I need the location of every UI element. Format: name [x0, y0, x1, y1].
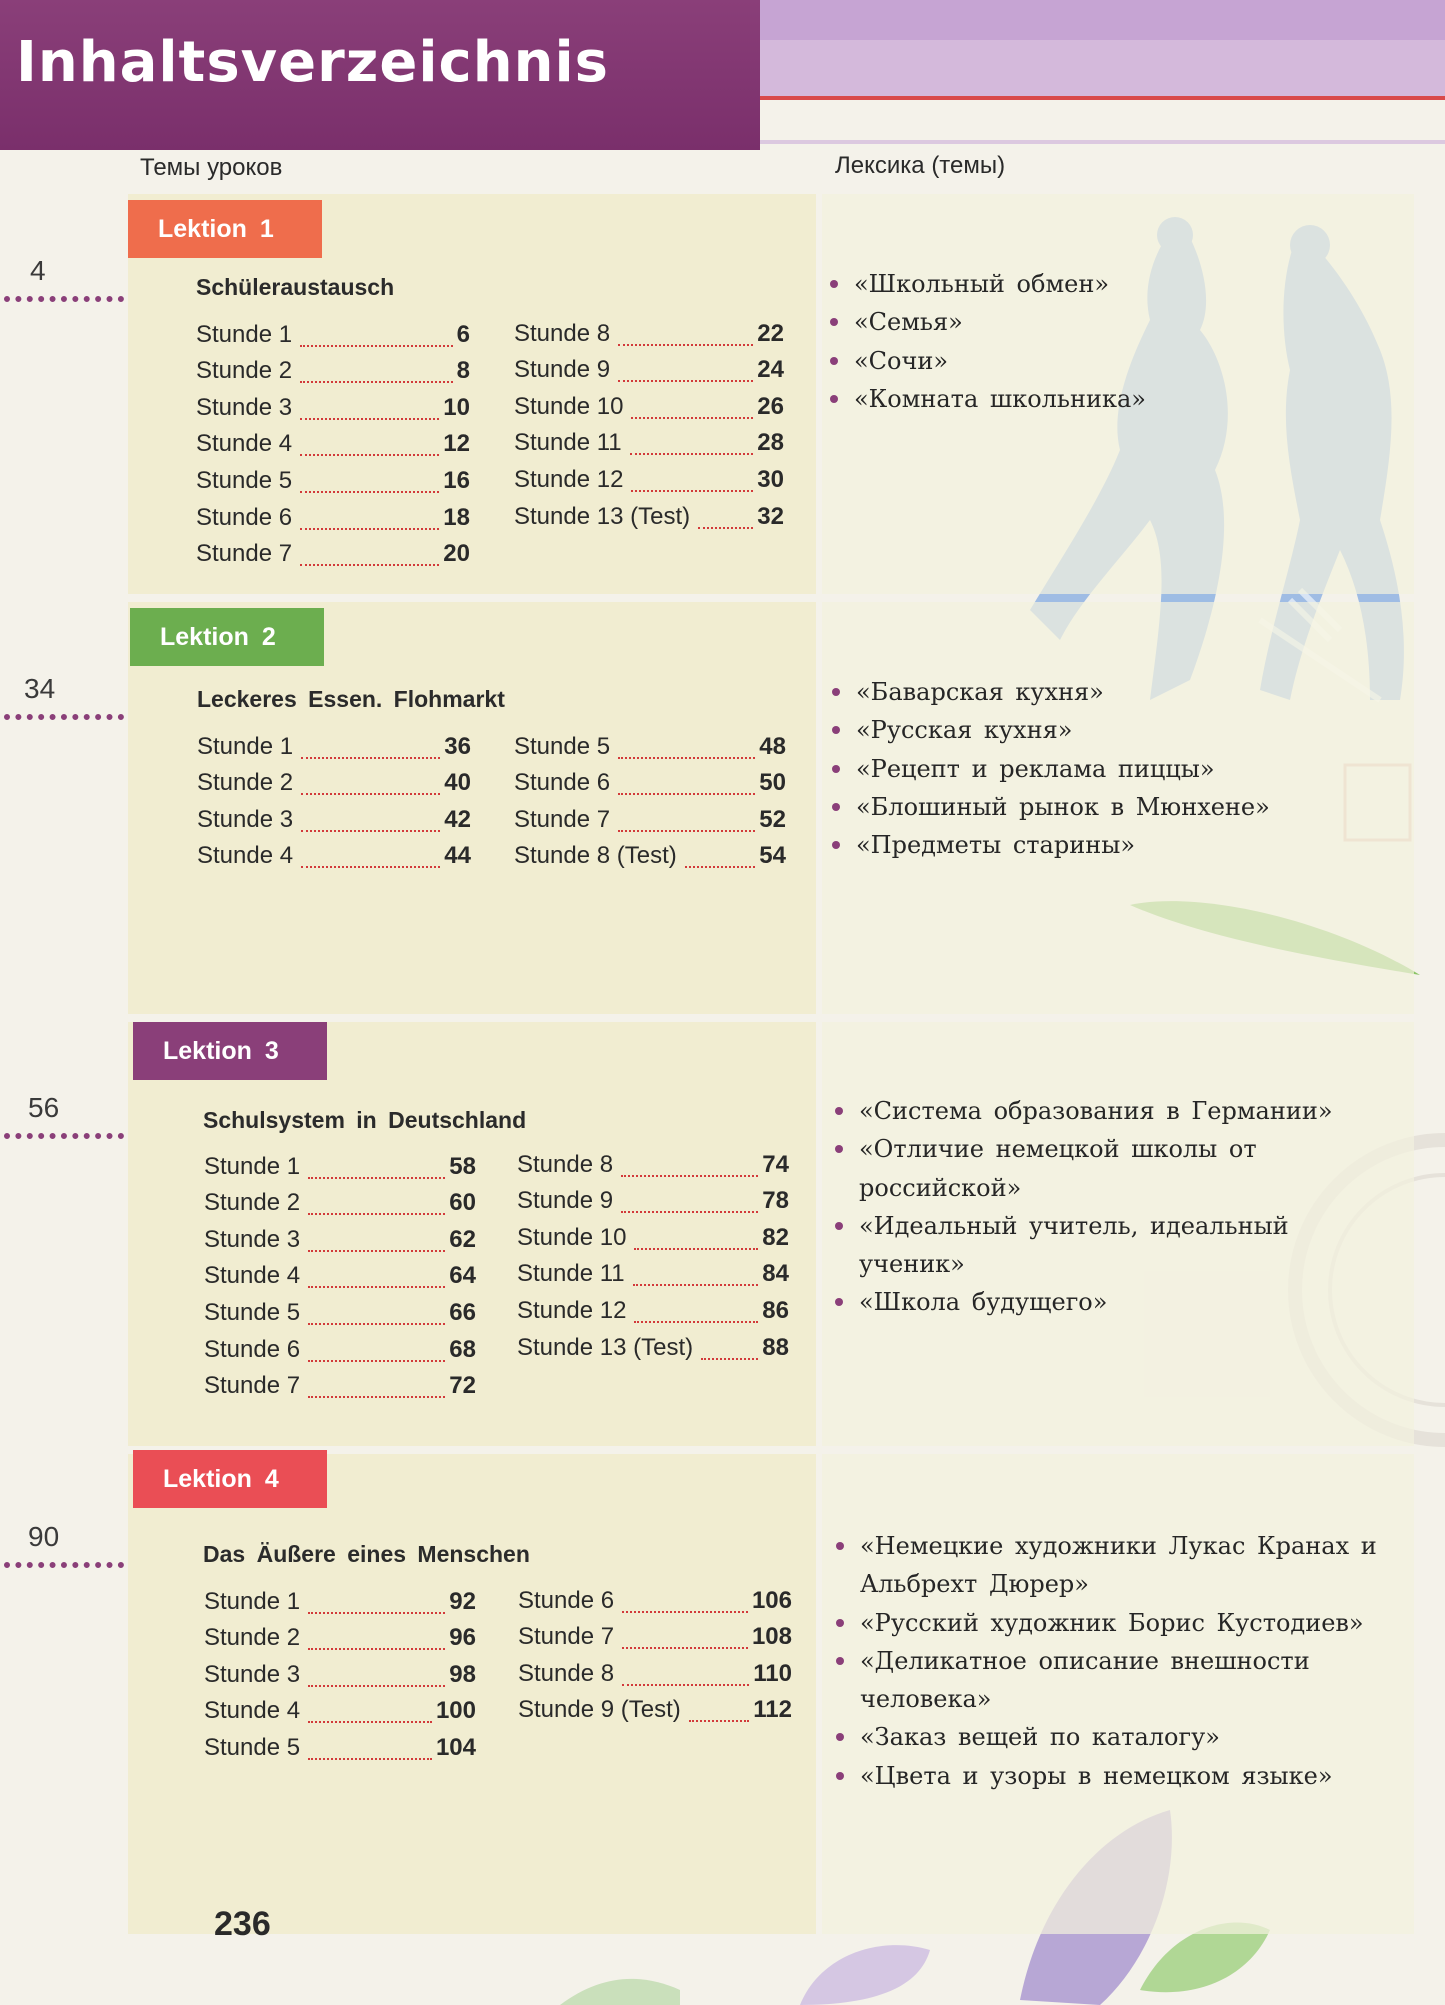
dotted-leader: [631, 490, 753, 492]
lektion-4-start-page: [0, 1520, 125, 1568]
lektion-3-badge[interactable]: Lektion 3: [133, 1022, 327, 1080]
lesson-row[interactable]: [197, 762, 471, 799]
dotted-leader: [622, 1684, 749, 1686]
column-header-lessons: Темы уроков: [140, 154, 283, 181]
dotted-leader: [308, 1250, 445, 1252]
lesson-page: 72: [449, 1372, 476, 1400]
lesson-row[interactable]: [518, 1652, 792, 1689]
lesson-page: 106: [751, 1586, 792, 1614]
lesson-name: Stunde 10: [514, 392, 624, 420]
lektion-2-right-column: [514, 725, 786, 871]
vocabulary-text: «Комната школьника»: [854, 384, 1146, 413]
lesson-name: Stunde 7: [196, 540, 293, 568]
lesson-name: Stunde 5: [204, 1733, 301, 1761]
lesson-row[interactable]: [514, 835, 786, 872]
dotted-leader: [308, 1360, 445, 1362]
dotted-leader: [698, 527, 753, 529]
lesson-row[interactable]: [204, 1726, 476, 1763]
lesson-page: 28: [757, 429, 784, 457]
lektion-4-left-column: [204, 1580, 476, 1763]
vocabulary-item: [828, 380, 1146, 418]
lesson-name: Stunde 6: [196, 503, 293, 531]
dotted-leader: [630, 453, 754, 455]
lektion-1-left-column: [196, 313, 470, 569]
lesson-page: 60: [449, 1189, 476, 1217]
lesson-row[interactable]: [514, 349, 784, 386]
lesson-name: Stunde 7: [204, 1372, 301, 1400]
vocabulary-text: «Баварская кухня»: [856, 678, 1104, 706]
lesson-page: 8: [456, 357, 470, 385]
lesson-name: Stunde 1: [204, 1152, 301, 1180]
lesson-row[interactable]: [204, 1653, 476, 1690]
lesson-name: Stunde 9 (Test): [518, 1696, 681, 1724]
vocabulary-text: человека»: [860, 1685, 992, 1714]
lesson-row[interactable]: [514, 798, 786, 835]
vocabulary-item: [830, 711, 1270, 749]
lesson-page: 84: [762, 1260, 789, 1288]
vocabulary-text: «Русская кухня»: [856, 716, 1073, 745]
lesson-name: Stunde 2: [204, 1189, 301, 1217]
column-header-vocabulary: Лексика (темы): [835, 152, 1006, 179]
vocabulary-text: «Сочи»: [854, 346, 949, 375]
dotted-leader: [631, 417, 753, 419]
lesson-name: Stunde 2: [196, 357, 293, 385]
lesson-row[interactable]: [518, 1616, 792, 1653]
lesson-name: Stunde 9: [514, 356, 611, 384]
dotted-leader: [689, 1720, 750, 1722]
dotted-leader: [308, 1286, 445, 1288]
lesson-name: Stunde 4: [197, 842, 294, 870]
vocabulary-text: «Школьный обмен»: [854, 270, 1110, 298]
lektion-4-title: Das Äußere eines Menschen: [203, 1541, 530, 1567]
lesson-page: 86: [762, 1296, 789, 1324]
dotted-leader: [300, 381, 453, 383]
vocabulary-item: [828, 303, 1146, 341]
vocabulary-text: «Деликатное описание внешности: [860, 1646, 1310, 1675]
vocabulary-item: [830, 673, 1270, 711]
lesson-row[interactable]: [514, 422, 784, 459]
lesson-page: 58: [449, 1152, 476, 1180]
lesson-row[interactable]: [204, 1291, 476, 1328]
lesson-name: Stunde 5: [196, 466, 293, 494]
dotted-leader: [622, 1647, 748, 1649]
dotted-leader: [300, 454, 439, 456]
lektion-3-right-column: [517, 1143, 789, 1363]
dotted-leader: [301, 866, 440, 868]
lesson-name: Stunde 1: [204, 1587, 301, 1615]
lesson-name: Stunde 6: [518, 1586, 615, 1614]
dotted-leader: [618, 757, 755, 759]
vocabulary-item: [833, 1092, 1333, 1130]
lesson-page: 40: [444, 769, 471, 797]
lesson-row[interactable]: [517, 1289, 789, 1326]
bullet-icon: [830, 280, 838, 288]
lesson-name: Stunde 3: [204, 1225, 301, 1253]
dotted-leader: [300, 345, 453, 347]
lesson-name: Stunde 12: [514, 465, 624, 493]
lesson-page: 100: [435, 1697, 476, 1725]
vocabulary-item: [834, 1757, 1377, 1795]
lektion-4-right-column: [518, 1579, 792, 1725]
lesson-name: Stunde 13 (Test): [514, 502, 691, 530]
lesson-row[interactable]: [196, 533, 470, 570]
lesson-page: 104: [435, 1733, 476, 1761]
lesson-page: 66: [449, 1298, 476, 1326]
lesson-page: 88: [762, 1333, 789, 1361]
lesson-row[interactable]: [196, 496, 470, 533]
bullet-icon: [830, 357, 838, 365]
dotted-leader: [618, 830, 755, 832]
lesson-row[interactable]: [517, 1216, 789, 1253]
lesson-page: 74: [762, 1150, 789, 1178]
lesson-name: Stunde 13 (Test): [517, 1333, 694, 1361]
vocabulary-text: «Рецепт и реклама пиццы»: [856, 754, 1215, 783]
vocabulary-item: [834, 1604, 1377, 1642]
dotted-leader: [618, 380, 753, 382]
lektion-2-start-page-number: 34: [24, 673, 56, 704]
lesson-row[interactable]: [197, 835, 471, 872]
lesson-name: Stunde 10: [517, 1223, 627, 1251]
lektion-2-start-page: [0, 672, 125, 720]
lesson-row[interactable]: [514, 725, 786, 762]
lektion-3-start-page-number: 56: [28, 1092, 60, 1123]
vocabulary-item: [834, 1718, 1377, 1756]
lesson-name: Stunde 3: [196, 393, 293, 421]
lesson-name: Stunde 6: [514, 769, 611, 797]
bullet-icon: [832, 688, 840, 696]
vocabulary-text: ученик»: [859, 1250, 965, 1279]
dotted-leader: [308, 1177, 445, 1179]
lesson-page: 18: [443, 503, 470, 531]
lektion-4-vocabulary: [834, 1527, 1377, 1795]
lesson-page: 30: [757, 465, 784, 493]
bullet-icon: [836, 1542, 844, 1550]
bullet-icon: [835, 1298, 843, 1306]
lektion-1-badge[interactable]: Lektion 1: [128, 200, 322, 258]
lesson-row[interactable]: [514, 458, 784, 495]
bullet-icon: [830, 318, 838, 326]
dotted-leader: [622, 1611, 748, 1613]
lesson-name: Stunde 4: [204, 1262, 301, 1290]
lesson-page: 26: [757, 392, 784, 420]
vocabulary-item: [830, 750, 1270, 788]
lesson-row[interactable]: [196, 423, 470, 460]
lesson-name: Stunde 2: [204, 1624, 301, 1652]
vocabulary-text: «Система образования в Германии»: [859, 1097, 1333, 1125]
dotted-leader: [633, 1284, 759, 1286]
dotted-leader: [308, 1758, 432, 1760]
lesson-name: Stunde 6: [204, 1335, 301, 1363]
lesson-row[interactable]: [196, 386, 470, 423]
dotted-leader: [618, 793, 755, 795]
lesson-row[interactable]: [514, 385, 784, 422]
lesson-name: Stunde 11: [517, 1260, 625, 1288]
lesson-row[interactable]: [514, 495, 784, 532]
bullet-icon: [835, 1107, 843, 1115]
bullet-icon: [835, 1145, 843, 1153]
lektion-3-start-page: [0, 1091, 125, 1139]
lesson-row[interactable]: [518, 1579, 792, 1616]
bullet-icon: [832, 765, 840, 773]
lesson-row[interactable]: [514, 312, 784, 349]
dotted-leader: [308, 1323, 445, 1325]
vocabulary-text: «Немецкие художники Лукас Кранах и: [860, 1532, 1377, 1560]
dotted-leader: [4, 1133, 124, 1139]
lesson-name: Stunde 9: [517, 1187, 614, 1215]
lesson-row[interactable]: [518, 1689, 792, 1726]
lesson-page: 108: [751, 1623, 792, 1651]
lesson-name: Stunde 4: [196, 430, 293, 458]
lesson-name: Stunde 7: [518, 1623, 615, 1651]
lesson-page: 62: [449, 1225, 476, 1253]
lesson-name: Stunde 1: [197, 732, 294, 760]
dotted-leader: [308, 1648, 445, 1650]
lesson-row[interactable]: [204, 1617, 476, 1654]
lektion-1-title: Schüleraustausch: [196, 274, 395, 300]
lesson-name: Stunde 1: [196, 320, 293, 348]
vocabulary-item-continuation: [834, 1565, 1377, 1603]
lesson-page: 96: [449, 1624, 476, 1652]
vocabulary-item-continuation: [833, 1245, 1333, 1283]
lesson-page: 48: [759, 732, 786, 760]
vocabulary-text: «Заказ вещей по каталогу»: [860, 1723, 1220, 1752]
lektion-2-left-column: [197, 725, 471, 871]
dotted-leader: [308, 1213, 445, 1215]
lesson-row[interactable]: [204, 1365, 476, 1402]
dotted-leader: [300, 564, 439, 566]
lesson-page: 98: [449, 1660, 476, 1688]
lektion-3-title: Schulsystem in Deutschland: [203, 1107, 527, 1133]
lesson-page: 32: [757, 502, 784, 530]
lesson-row[interactable]: [204, 1218, 476, 1255]
dotted-leader: [301, 830, 440, 832]
vocabulary-text: «Семья»: [854, 308, 963, 337]
dotted-leader: [634, 1248, 758, 1250]
lesson-page: 52: [759, 805, 786, 833]
vocabulary-text: «Цвета и узоры в немецком языке»: [860, 1761, 1333, 1790]
lektion-1-start-page-number: 4: [30, 255, 46, 286]
bullet-icon: [832, 841, 840, 849]
lesson-page: 22: [757, 319, 784, 347]
bullet-icon: [835, 1222, 843, 1230]
lesson-page: 78: [762, 1187, 789, 1215]
lektion-1-right-column: [514, 312, 784, 532]
lesson-row[interactable]: [517, 1180, 789, 1217]
vocabulary-text: «Школа будущего»: [859, 1288, 1108, 1317]
lesson-row[interactable]: [204, 1182, 476, 1219]
lektion-1-start-page: [0, 254, 125, 302]
lesson-name: Stunde 3: [197, 805, 294, 833]
lesson-row[interactable]: [196, 459, 470, 496]
lektion-1-vocabulary: [828, 265, 1146, 418]
dotted-leader: [634, 1321, 758, 1323]
vocabulary-item: [828, 265, 1146, 303]
lektion-3-vocabulary: [833, 1092, 1333, 1322]
lesson-row[interactable]: [196, 313, 470, 350]
lesson-page: 20: [443, 540, 470, 568]
lesson-row[interactable]: [514, 762, 786, 799]
lesson-row[interactable]: [204, 1690, 476, 1727]
dotted-leader: [685, 866, 756, 868]
lesson-row[interactable]: [517, 1143, 789, 1180]
vocabulary-item: [833, 1283, 1333, 1321]
vocabulary-item: [833, 1207, 1333, 1245]
lektion-2-title: Leckeres Essen. Flohmarkt: [197, 686, 505, 712]
bullet-icon: [836, 1733, 844, 1741]
dotted-leader: [618, 344, 753, 346]
lesson-name: Stunde 3: [204, 1660, 301, 1688]
lesson-page: 12: [443, 430, 470, 458]
dotted-leader: [308, 1396, 445, 1398]
lesson-name: Stunde 8: [514, 319, 611, 347]
bullet-icon: [836, 1619, 844, 1627]
lesson-row[interactable]: [196, 350, 470, 387]
page-title: Inhaltsverzeichnis: [16, 30, 609, 95]
lesson-page: 24: [757, 356, 784, 384]
lesson-page: 36: [444, 732, 471, 760]
lektion-2-badge[interactable]: Lektion 2: [130, 608, 324, 666]
dotted-leader: [308, 1612, 445, 1614]
lesson-name: Stunde 7: [514, 805, 611, 833]
lesson-name: Stunde 12: [517, 1296, 627, 1324]
lesson-page: 112: [753, 1696, 792, 1724]
vocabulary-item: [830, 826, 1270, 864]
lesson-name: Stunde 5: [204, 1298, 301, 1326]
lektion-4-badge[interactable]: Lektion 4: [133, 1450, 327, 1508]
vocabulary-item-continuation: [834, 1680, 1377, 1718]
vocabulary-item: [834, 1642, 1377, 1680]
dotted-leader: [300, 491, 439, 493]
bullet-icon: [832, 803, 840, 811]
lesson-name: Stunde 8: [517, 1150, 614, 1178]
dotted-leader: [4, 1562, 124, 1568]
vocabulary-text: «Отличие немецкой школы от: [859, 1135, 1257, 1164]
lesson-row[interactable]: [197, 798, 471, 835]
lesson-page: 44: [444, 842, 471, 870]
lesson-page: 54: [759, 842, 786, 870]
lesson-page: 82: [762, 1223, 789, 1251]
vocabulary-text: Альбрехт Дюрер»: [860, 1570, 1089, 1599]
lesson-row[interactable]: [204, 1580, 476, 1617]
lesson-page: 10: [443, 393, 470, 421]
lesson-page: 64: [449, 1262, 476, 1290]
dotted-leader: [301, 793, 440, 795]
dotted-leader: [300, 418, 439, 420]
bullet-icon: [836, 1657, 844, 1665]
lesson-row[interactable]: [517, 1326, 789, 1363]
vocabulary-text: «Блошиный рынок в Мюнхене»: [856, 792, 1270, 821]
dotted-leader: [4, 714, 124, 720]
dotted-leader: [308, 1685, 445, 1687]
lesson-page: 110: [753, 1659, 792, 1687]
lesson-row[interactable]: [204, 1255, 476, 1292]
lesson-page: 16: [443, 466, 470, 494]
bullet-icon: [830, 395, 838, 403]
dotted-leader: [301, 757, 440, 759]
lektion-2-vocabulary: [830, 673, 1270, 864]
lesson-name: Stunde 2: [197, 769, 294, 797]
lesson-row[interactable]: [517, 1253, 789, 1290]
dotted-leader: [701, 1358, 758, 1360]
lektion-3-left-column: [204, 1145, 476, 1401]
lektion-4-start-page-number: 90: [28, 1521, 60, 1552]
lesson-page: 68: [449, 1335, 476, 1363]
lesson-name: Stunde 8: [518, 1659, 615, 1687]
lesson-row[interactable]: [197, 725, 471, 762]
lesson-row[interactable]: [204, 1328, 476, 1365]
lesson-page: 42: [444, 805, 471, 833]
lesson-name: Stunde 4: [204, 1697, 301, 1725]
dotted-leader: [621, 1211, 758, 1213]
vocabulary-item: [834, 1527, 1377, 1565]
page-number: 236: [214, 1905, 271, 1943]
vocabulary-item: [830, 788, 1270, 826]
vocabulary-item-continuation: [833, 1169, 1333, 1207]
vocabulary-text: «Русский художник Борис Кустодиев»: [860, 1608, 1364, 1637]
vocabulary-text: российской»: [859, 1173, 1022, 1202]
vocabulary-item: [828, 342, 1146, 380]
lesson-name: Stunde 11: [514, 429, 622, 457]
lesson-name: Stunde 5: [514, 732, 611, 760]
vocabulary-text: «Идеальный учитель, идеальный: [859, 1211, 1289, 1240]
lesson-page: 50: [759, 769, 786, 797]
dotted-leader: [4, 296, 124, 302]
lesson-page: 6: [456, 320, 470, 348]
lesson-name: Stunde 8 (Test): [514, 842, 677, 870]
dotted-leader: [308, 1721, 432, 1723]
vocabulary-text: «Предметы старины»: [856, 831, 1136, 860]
bullet-icon: [836, 1772, 844, 1780]
lesson-page: 92: [449, 1587, 476, 1615]
dotted-leader: [621, 1175, 758, 1177]
bullet-icon: [832, 726, 840, 734]
lesson-row[interactable]: [204, 1145, 476, 1182]
vocabulary-item: [833, 1130, 1333, 1168]
dotted-leader: [300, 528, 439, 530]
